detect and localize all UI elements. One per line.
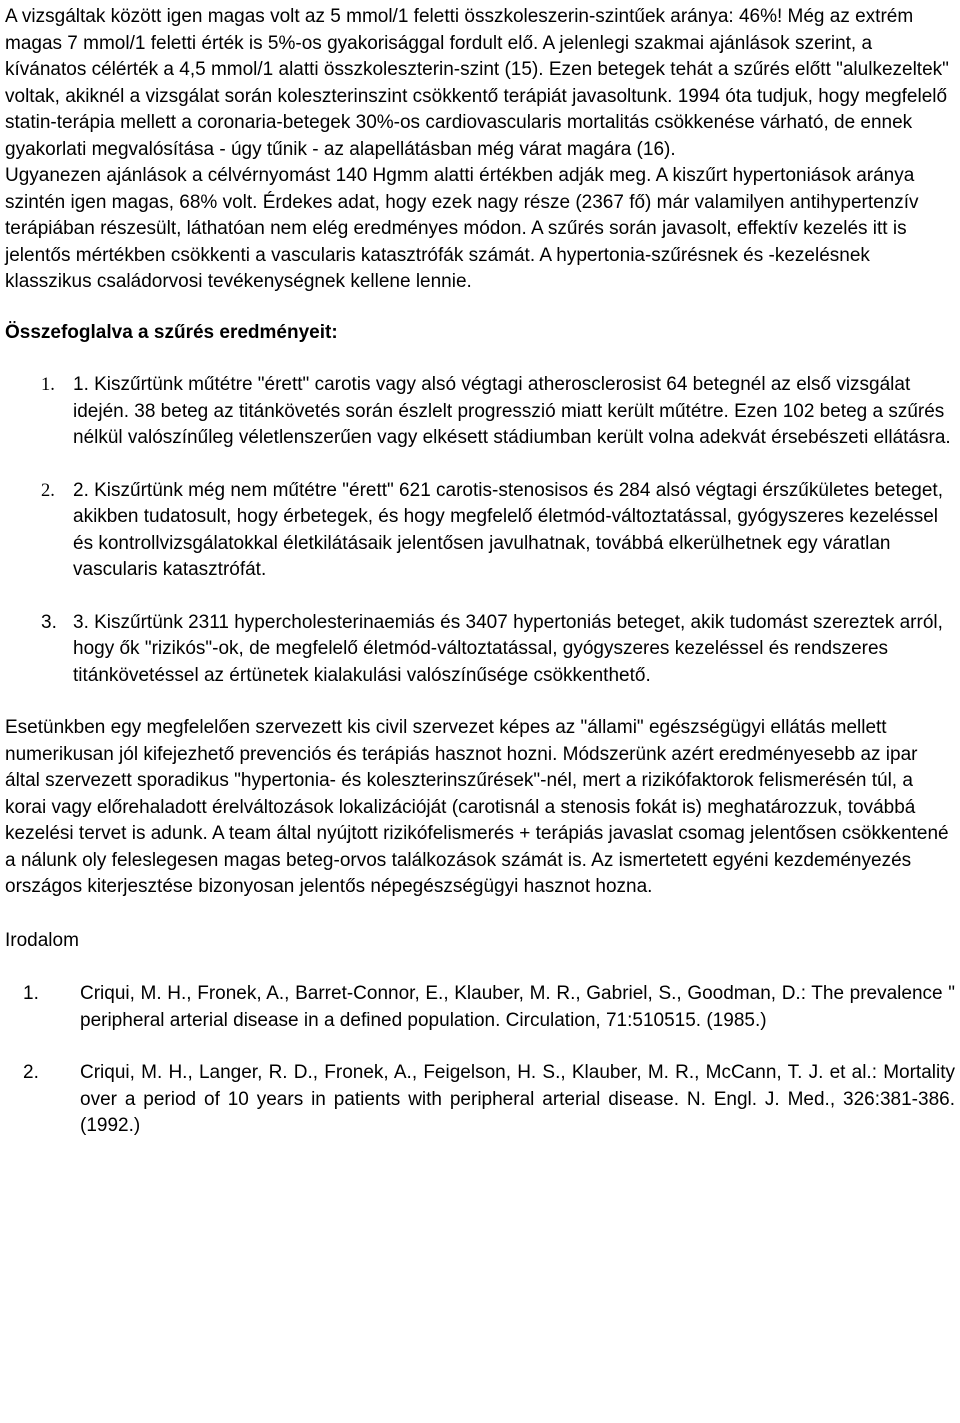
list-item-text: 1. Kiszűrtünk műtétre "érett" carotis vagy alsó végtagi atherosclerosist 64 betegnél az első vizsgálat idején. 38 beteg az titánkövetés során észlelt progresszió miatt került műtétre. Ezen 102 beteg a szűrés nélkül valószínűleg véletlenszerűen vagy elkésett stádiumban került volna adekvát érsebészeti ellátásra. [73, 374, 951, 448]
reference-text: Criqui, M. H., Langer, R. D., Fronek, A., Feigelson, H. S., Klauber, M. R., McCann, T. J. et al.: Mortality over a period of 10 years in patients with peripheral arterial disease. N. Engl. J. Med., 326:381-386. (1992.) [80, 1062, 955, 1136]
reference-item [5, 1060, 955, 1140]
reference-number: 1. [23, 983, 39, 1004]
references-heading: Irodalom [5, 929, 79, 951]
list-item-number: 1. [41, 375, 55, 395]
list-item-number: 3. [41, 611, 57, 633]
list-item-number: 2. [41, 480, 55, 501]
summary-heading: Összefoglalva a szűrés eredményeit: [5, 321, 338, 343]
list-item [5, 610, 955, 690]
list-item-text: 3. Kiszűrtünk 2311 hypercholesterinaemiás és 3407 hypertoniás beteget, akik tudomást szereztek arról, hogy ők "rizikós"-ok, de megfelelő életmód-változtatással, gyógyszeres kezeléssel és rendszeres titánkövetéssel az értünetek kialakulási valószínűsége csökkenthető. [73, 611, 943, 686]
reference-item [5, 981, 955, 1034]
intro-paragraph-1: A vizsgáltak között igen magas volt az 5 mmol/1 feletti összkoleszerin-szintűek aránya: 46%! Még az extrém magas 7 mmol/1 feletti érték is 5%-os gyakorisággal fordult elő. A jelenlegi szakmai ajánlások szerint, a kívánatos célérték a 4,5 mmol/1 alatti összkoleszterin-szint (15). Ezen betegek tehát a szűrés előtt "alulkezeltek" voltak, akiknél a vizsgálat során koleszterinszint csökkentő terápiát javasoltunk. 1994 óta tudjuk, hogy megfelelő statin-terápia mellett a coronaria-betegek 30%-os cardiovascularis mortalitás csökkenése várható, de ennek gyakorlati megvalósítása - úgy tűnik - az alapellátásban még várat magára (16). [5, 6, 949, 160]
summary-list [5, 372, 955, 689]
references-list [5, 981, 955, 1140]
closing-paragraph: Esetünkben egy megfelelően szervezett kis civil szervezet képes az "állami" egészségügyi ellátás mellett numerikusan jól kifejezhető prevenciós és terápiás hasznot hozni. Módszerünk azért eredményesebb az ipar által szervezett sporadikus "hypertonia- és koleszterinszűrések"-nél, mert a rizikófaktorok felismerésén túl, a korai vagy előrehaladott érelváltozások lokalizációját (carotisnál a stenosis fokát is) meghatározzuk, továbbá kezelési tervet is adunk. A team által nyújtott rizikófelismerés + terápiás javaslat csomag jelentősen csökkentené a nálunk oly feleslegesen magas beteg-orvos találkozások számát is. Az ismertetett egyéni kezdeményezés országos kiterjesztése bizonyosan jelentős népegészségügyi hasznot hozna. [5, 717, 949, 897]
intro-paragraph-2: Ugyanezen ajánlások a célvérnyomást 140 Hgmm alatti értékben adják meg. A kiszűrt hypertoniások aránya szintén igen magas, 68% volt. Érdekes adat, hogy ezek nagy része (2367 fő) már valamilyen antihypertenzív terápiában részesült, láthatóan nem elég eredményes módon. A szűrés során javasolt, effektív kezelés itt is jelentős mértékben csökkenti a vascularis katasztrófák számát. A hypertonia-szűrésnek és -kezelésnek klasszikus családorvosi tevékenységnek kellene lennie. [5, 165, 919, 292]
list-item [5, 478, 955, 584]
list-item-text: 2. Kiszűrtünk még nem műtétre "érett" 621 carotis-stenosisos és 284 alsó végtagi érszűkületes beteget, akikben tudatosult, hogy érbetegek, és hogy megfelelő életmód-változtatással, gyógyszeres kezeléssel és kontrollvizsgálatokkal életkilátásaik jelentősen javulhatnak, továbbá elkerülhetnek egy váratlan vascularis katasztrófát. [73, 479, 943, 580]
reference-text: Criqui, M. H., Fronek, A., Barret-Connor, E., Klauber, M. R., Gabriel, S., Goodman, D.: The prevalence " peripheral arterial disease in a defined population. Circulation, 71:510515. (1985.) [80, 983, 955, 1031]
document-page [5, 4, 955, 1140]
reference-number: 2. [23, 1062, 39, 1083]
list-item [5, 372, 955, 452]
